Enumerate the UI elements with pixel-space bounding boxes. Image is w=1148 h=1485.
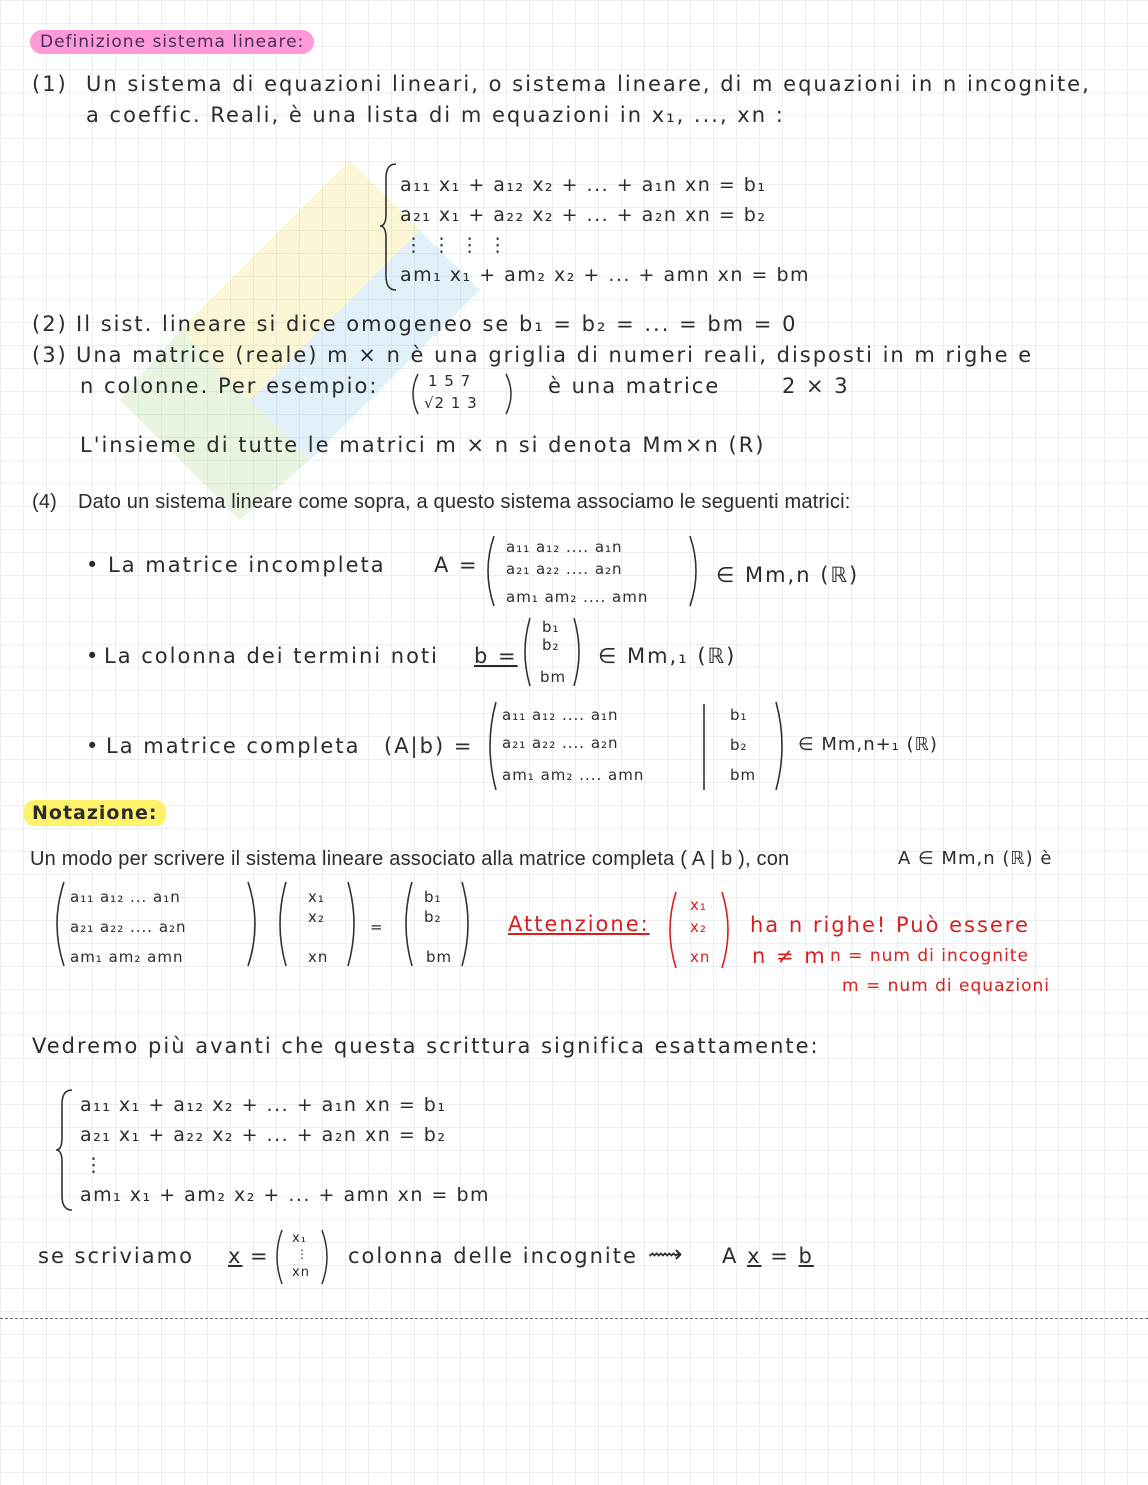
bullet-dot: •	[86, 553, 101, 577]
attention-xn: xn	[690, 948, 711, 966]
matrix-A-row1: a₁₁ a₁₂ .... a₁n	[506, 538, 623, 556]
attention-line1: ha n righe! Può essere	[750, 913, 1030, 937]
final-vector-row1: x₁	[292, 1231, 307, 1246]
squiggle-arrow-icon: ⟿	[648, 1240, 683, 1268]
bullet1-rhs: ∈ Mm,n (ℝ)	[716, 563, 860, 587]
item-number-3: (3)	[32, 343, 68, 367]
item1-line1: Un sistema di equazioni lineari, o sistema lineare, di m equazioni in n incognite,	[86, 72, 1091, 96]
bullet3-lhs: (A|b) =	[384, 734, 474, 758]
notation-x-row2: x₂	[308, 908, 325, 926]
later-system-row1: a₁₁ x₁ + a₁₂ x₂ + ... + a₁n xn = b₁	[80, 1094, 447, 1116]
later-system-row4: am₁ x₁ + am₂ x₂ + ... + amn xn = bm	[80, 1184, 491, 1206]
bullet2-lhs: b =	[474, 644, 518, 668]
matrix-Ab-col-b1: b₁	[730, 706, 748, 724]
bullet-dot: •	[86, 644, 101, 668]
attention-m-definition: m = num di equazioni	[842, 976, 1051, 996]
notation-b-row1: b₁	[424, 888, 442, 906]
notation-matrix-row1: a₁₁ a₁₂ ... a₁n	[70, 888, 181, 906]
final-result-A: A	[722, 1244, 739, 1268]
bullet1-label: La matrice incompleta	[108, 553, 386, 577]
item2-text: Il sist. lineare si dice omogeneo se b₁ = b₂ = ... = bm = 0	[76, 312, 798, 336]
item-number-4: (4)	[32, 491, 58, 513]
final-mid-text: colonna delle incognite	[348, 1244, 638, 1268]
bullet-dot: •	[86, 734, 101, 758]
bullet2-label: La colonna dei termini noti	[104, 644, 439, 668]
final-x: x	[228, 1244, 243, 1268]
system1-row2: a₂₁ x₁ + a₂₂ x₂ + ... + a₂n xn = b₂	[400, 204, 767, 226]
item-number-1: (1)	[32, 72, 68, 96]
system1-row3: ⋮ ⋮ ⋮ ⋮	[404, 234, 509, 256]
matrix-Ab-row2: a₂₁ a₂₂ .... a₂n	[502, 734, 619, 752]
attention-x2: x₂	[690, 918, 707, 936]
later-system-row2: a₂₁ x₁ + a₂₂ x₂ + ... + a₂n xn = b₂	[80, 1124, 447, 1146]
bullet3-label: La matrice completa	[106, 734, 361, 758]
notation-x-row3: xn	[308, 948, 329, 966]
dashed-divider	[0, 1318, 1148, 1319]
attention-line2: n ≠ m	[752, 944, 827, 968]
item3-line1: Una matrice (reale) m × n è una griglia di numeri reali, disposti in m righe e	[76, 343, 1034, 367]
vector-b-row1: b₁	[542, 618, 560, 636]
bullet3-rhs: ∈ Mm,n+₁ (ℝ)	[798, 734, 938, 755]
item3-line2a: n colonne. Per esempio:	[80, 374, 379, 398]
notation-b-row2: b₂	[424, 908, 442, 926]
bullet2-rhs: ∈ Mm,₁ (ℝ)	[598, 644, 737, 668]
matrix-A-row2: a₂₁ a₂₂ .... a₂n	[506, 560, 623, 578]
example-matrix-row1: 1 5 7	[428, 372, 472, 390]
final-result-b: b	[798, 1244, 814, 1268]
item3-line2c: 2 × 3	[782, 374, 850, 398]
attention-label: Attenzione:	[508, 912, 650, 936]
attention-n-definition: n = num di incognite	[830, 946, 1029, 966]
matrix-A-row3: am₁ am₂ .... amn	[506, 588, 649, 606]
final-result	[722, 1244, 814, 1268]
notation-b-row3: bm	[426, 948, 453, 966]
matrix-Ab-col-b2: b₂	[730, 736, 748, 754]
notation-text: Un modo per scrivere il sistema lineare associato alla matrice completa ( A | b ), con	[30, 848, 790, 870]
final-prefix: se scriviamo	[38, 1244, 194, 1268]
matrix-Ab-row1: a₁₁ a₁₂ .... a₁n	[502, 706, 619, 724]
vector-b-row2: b₂	[542, 636, 560, 654]
notation-x-row1: x₁	[308, 888, 325, 906]
section-title: Definizione sistema lineare:	[30, 32, 314, 52]
item4-text: Dato un sistema lineare come sopra, a questo sistema associamo le seguenti matrici:	[78, 491, 851, 513]
bullet1-lhs: A =	[434, 553, 479, 577]
final-result-equals: =	[770, 1244, 790, 1268]
notation-text-tail: A ∈ Mm,n (ℝ) è	[898, 848, 1053, 869]
final-vector-row2: ⋮	[296, 1247, 309, 1261]
left-brace	[380, 162, 400, 292]
item3-line3: L'insieme di tutte le matrici m × n si denota Mm×n (R)	[80, 433, 766, 457]
vector-b-row3: bm	[540, 668, 567, 686]
final-result-x: x	[747, 1244, 762, 1268]
item-number-2: (2)	[32, 312, 68, 336]
final-equals: =	[250, 1244, 270, 1268]
later-text: Vedremo più avanti che questa scrittura significa esattamente:	[32, 1034, 820, 1058]
matrix-Ab-row3: am₁ am₂ .... amn	[502, 766, 645, 784]
notation-matrix-row3: am₁ am₂ amn	[70, 948, 184, 966]
system1-row1: a₁₁ x₁ + a₁₂ x₂ + ... + a₁n xn = b₁	[400, 174, 767, 196]
item3-line2b: è una matrice	[548, 374, 721, 398]
left-brace	[56, 1088, 76, 1212]
notation-title: Notazione:	[24, 802, 166, 824]
system1-row4: am₁ x₁ + am₂ x₂ + ... + amn xn = bm	[400, 264, 811, 286]
notation-equals: =	[370, 918, 384, 936]
matrix-Ab-col-bm: bm	[730, 766, 757, 784]
item1-line2: a coeffic. Reali, è una lista di m equazioni in x₁, ..., xn :	[86, 103, 785, 127]
notation-matrix-row2: a₂₁ a₂₂ .... a₂n	[70, 918, 187, 936]
attention-x1: x₁	[690, 896, 707, 914]
example-matrix-row2: √2 1 3	[424, 394, 478, 412]
later-system-row3: ⋮	[84, 1154, 105, 1176]
final-vector-row3: xn	[292, 1265, 310, 1280]
